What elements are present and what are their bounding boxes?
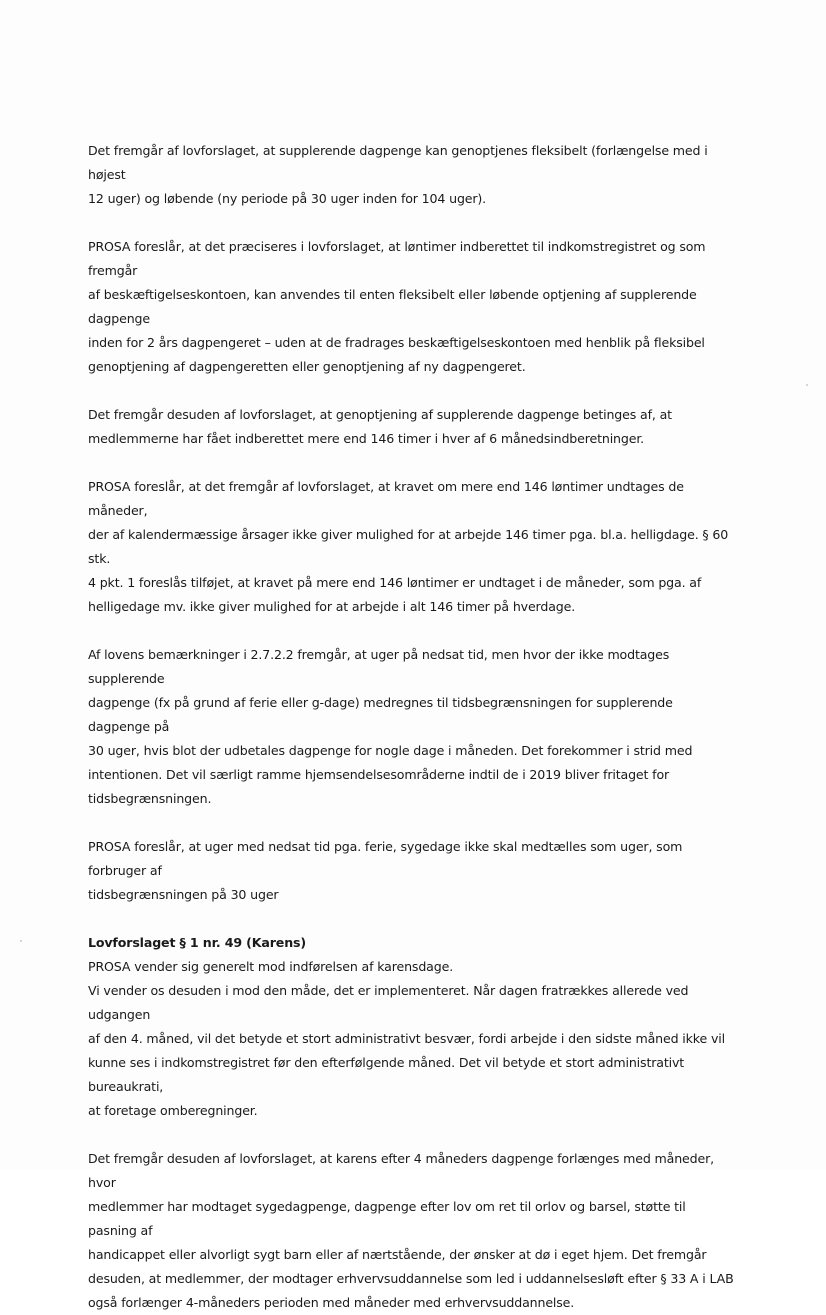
text-line: handicappet eller alvorligt sygt barn eller af nærtstående, der ønsker at dø i eget hjem. Det fremgår <box>88 1247 707 1262</box>
text-line: Det fremgår af lovforslaget, at supplerende dagpenge kan genoptjenes fleksibelt (forlængelse med i højest <box>88 143 708 182</box>
text-line: tidsbegrænsningen. <box>88 791 212 806</box>
text-line: tidsbegrænsningen på 30 uger <box>88 887 279 902</box>
text-line: af den 4. måned, vil det betyde et stort administrativt besvær, fordi arbejde i den sidste måned ikke vil <box>88 1031 725 1046</box>
text-line: 4 pkt. 1 foreslås tilføjet, at kravet på mere end 146 løntimer er undtaget i de måneder, som pga. af <box>88 575 702 590</box>
paragraph-prosa-proposal-wage-hours <box>88 235 738 379</box>
text-line: der af kalendermæssige årsager ikke giver mulighed for at arbejde 146 timer pga. bl.a. helligdage. § 60 stk. <box>88 527 729 566</box>
paragraph-karens-extension <box>88 1147 738 1315</box>
text-line: Det fremgår desuden af lovforslaget, at karens efter 4 måneders dagpenge forlænges med måneder, hvor <box>88 1151 714 1190</box>
text-line: også forlænger 4-måneders perioden med måneder med erhvervsuddannelse. <box>88 1295 575 1310</box>
text-line: PROSA foreslår, at det fremgår af lovforslaget, at kravet om mere end 146 løntimer undtages de måneder, <box>88 479 684 518</box>
paragraph-prosa-proposal-reduced-weeks <box>88 835 738 907</box>
document-body <box>88 139 738 1315</box>
text-line: dagpenge (fx på grund af ferie eller g-dage) medregnes til tidsbegrænsningen for supplerende dagpenge på <box>88 695 673 734</box>
paragraph-karens-objection <box>88 955 738 1123</box>
paragraph-flexible-reearning <box>88 139 738 211</box>
text-line: Det fremgår desuden af lovforslaget, at genoptjening af supplerende dagpenge betinges af, at <box>88 407 672 422</box>
text-line: 30 uger, hvis blot der udbetales dagpenge for nogle dage i måneden. Det forekommer i strid med <box>88 743 693 758</box>
text-line: desuden, at medlemmer, der modtager erhvervsuddannelse som led i uddannelsesløft efter § 33 A i LAB <box>88 1271 734 1286</box>
paragraph-146-hours-requirement <box>88 403 738 451</box>
paragraph-remarks-2-7-2-2 <box>88 643 738 811</box>
text-line: intentionen. Det vil særligt ramme hjemsendelsesområderne indtil de i 2019 bliver fritaget for <box>88 767 670 782</box>
text-line: helligedage mv. ikke giver mulighed for at arbejde i alt 146 timer på hverdage. <box>88 599 576 614</box>
text-line: genoptjening af dagpengeretten eller genoptjening af ny dagpengeret. <box>88 359 526 374</box>
text-line: medlemmer har modtaget sygedagpenge, dagpenge efter lov om ret til orlov og barsel, støtte til pasning af <box>88 1199 686 1238</box>
scan-speck <box>20 940 22 942</box>
text-line: Af lovens bemærkninger i 2.7.2.2 fremgår, at uger på nedsat tid, men hvor der ikke modtages supplerende <box>88 647 670 686</box>
text-line: Vi vender os desuden i mod den måde, det er implementeret. Når dagen fratrækkes allerede ved udgangen <box>88 983 689 1022</box>
scan-speck <box>806 384 808 386</box>
text-line: 12 uger) og løbende (ny periode på 30 uger inden for 104 uger). <box>88 191 487 206</box>
paragraph-prosa-proposal-holidays <box>88 475 738 619</box>
text-line: PROSA vender sig generelt mod indførelsen af karensdage. <box>88 959 454 974</box>
text-line: PROSA foreslår, at uger med nedsat tid pga. ferie, sygedage ikke skal medtælles som uger, som forbruger af <box>88 839 683 878</box>
text-line: medlemmerne har fået indberettet mere end 146 timer i hver af 6 månedsindberetninger. <box>88 431 645 446</box>
section-heading-karens: Lovforslaget § 1 nr. 49 (Karens) <box>88 935 306 950</box>
text-line: kunne ses i indkomstregistret før den efterfølgende måned. Det vil betyde et stort administrativt bureaukrati, <box>88 1055 685 1094</box>
text-line: af beskæftigelseskontoen, kan anvendes til enten fleksibelt eller løbende optjening af supplerende dagpenge <box>88 287 697 326</box>
text-line: at foretage omberegninger. <box>88 1103 258 1118</box>
text-line: inden for 2 års dagpengeret – uden at de fradrages beskæftigelseskontoen med henblik på fleksibel <box>88 335 705 350</box>
text-line: PROSA foreslår, at det præciseres i lovforslaget, at løntimer indberettet til indkomstregistret og som fremgår <box>88 239 706 278</box>
